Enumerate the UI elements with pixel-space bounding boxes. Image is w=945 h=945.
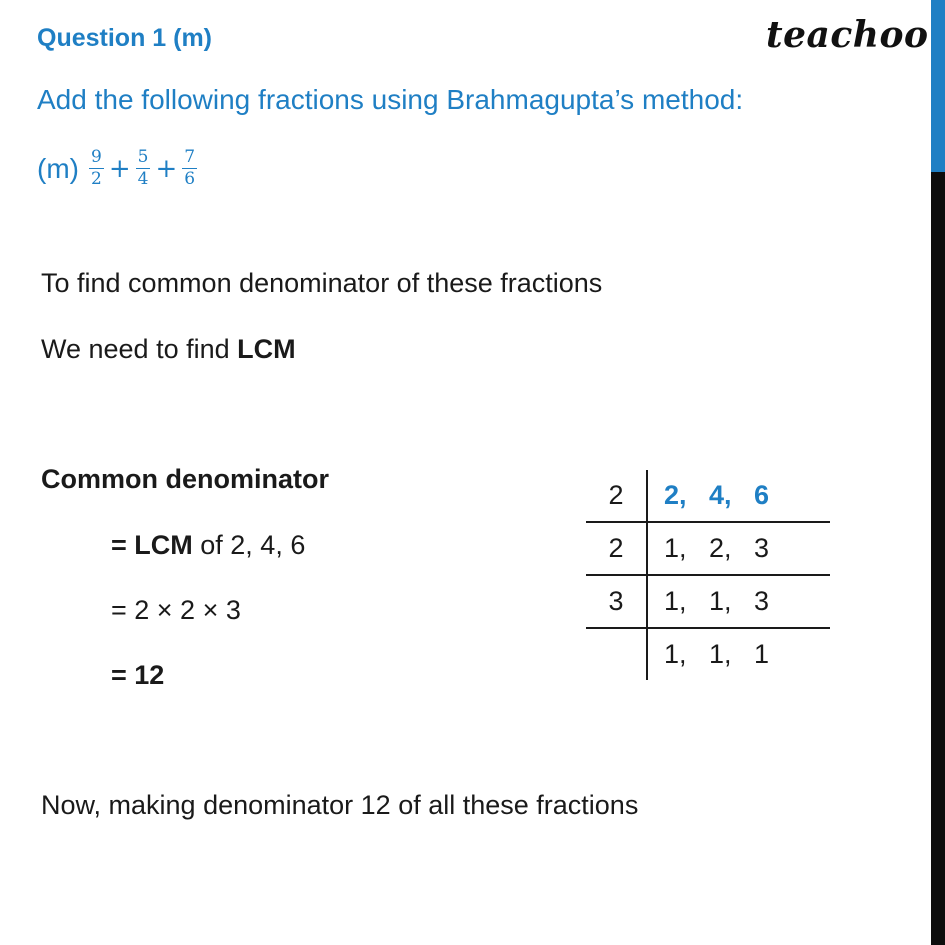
fraction-2 [136, 148, 151, 189]
fraction-1-numerator: 9 [90, 147, 102, 167]
fraction-3 [182, 148, 197, 189]
fraction-2-numerator: 5 [137, 147, 149, 167]
values-cell [647, 575, 830, 628]
fraction-3-denominator: 6 [184, 169, 196, 189]
value: 3 [754, 533, 770, 563]
body-line-2 [41, 334, 296, 365]
problem-label: (m) [37, 152, 79, 184]
right-sidebar-accent [931, 0, 945, 172]
value: 6 [754, 480, 770, 510]
value: 1, [664, 533, 687, 563]
fraction-expression [37, 148, 199, 189]
value: 1, [664, 639, 687, 669]
step-product: = 2 × 2 × 3 [111, 595, 241, 625]
value: 1, [709, 586, 732, 616]
table-row [586, 470, 830, 522]
step-lcm-rest: of 2, 4, 6 [192, 530, 306, 560]
value: 3 [754, 586, 770, 616]
plus-operator: + [108, 153, 131, 184]
table-row [586, 575, 830, 628]
table-row [586, 522, 830, 575]
brand-logo: teachoo [766, 14, 929, 56]
table-row [586, 628, 830, 680]
value: 2, [709, 533, 732, 563]
question-title: Question 1 (m) [37, 24, 213, 52]
body-line-2-prefix: We need to find [41, 334, 238, 364]
fraction-1 [89, 148, 104, 189]
problem-prompt: Add the following fractions using Brahmagupta’s method: [37, 84, 744, 115]
plus-operator: + [155, 153, 178, 184]
values-cell [647, 470, 830, 522]
value: 1, [709, 639, 732, 669]
step-lcm-of [111, 530, 305, 561]
value: 2, [664, 480, 687, 510]
body-line-1: To find common denominator of these fractions [41, 268, 603, 298]
fraction-2-denominator: 4 [137, 169, 149, 189]
divisor-cell [586, 628, 647, 680]
fraction-3-numerator: 7 [184, 147, 196, 167]
lcm-division-table [586, 470, 830, 680]
value: 4, [709, 480, 732, 510]
value: 1 [754, 639, 770, 669]
step-lcm-bold: = LCM [111, 530, 193, 560]
conclusion-text: Now, making denominator 12 of all these fractions [41, 790, 639, 820]
body-line-2-bold: LCM [237, 334, 296, 364]
value: 1, [664, 586, 687, 616]
step-result: = 12 [111, 660, 165, 690]
values-cell [647, 628, 830, 680]
common-denominator-heading: Common denominator [41, 464, 329, 494]
fraction-1-denominator: 2 [90, 169, 102, 189]
divisor-cell: 3 [586, 575, 647, 628]
values-cell [647, 522, 830, 575]
divisor-cell: 2 [586, 522, 647, 575]
divisor-cell: 2 [586, 470, 647, 522]
